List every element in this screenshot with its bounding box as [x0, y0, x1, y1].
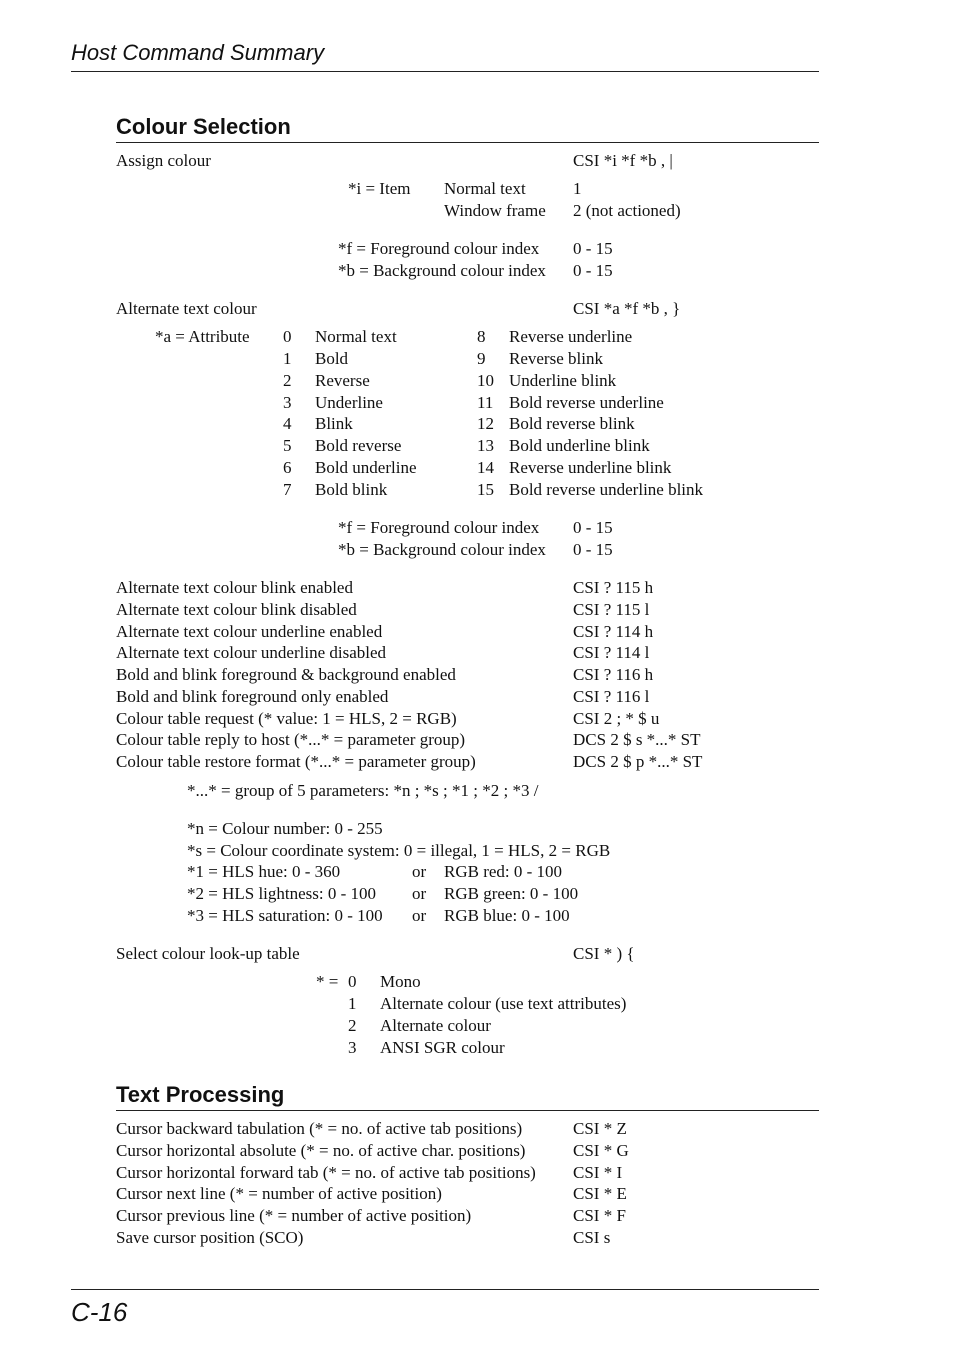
attribute-number: 3: [283, 393, 292, 412]
command-description: Alternate text colour blink disabled: [116, 600, 357, 619]
command-description: Save cursor position (SCO): [116, 1228, 304, 1247]
hls-parameter: *3 = HLS saturation: 0 - 100: [187, 906, 383, 925]
running-header-title: Host Command Summary: [71, 40, 325, 65]
lookup-option-name: Alternate colour (use text attributes): [380, 994, 627, 1013]
lookup-option-number: 0: [348, 972, 357, 991]
item-value: 2 (not actioned): [573, 201, 681, 220]
command-description: Cursor backward tabulation (* = no. of active tab positions): [116, 1119, 523, 1138]
command-description: Cursor horizontal forward tab (* = no. of active tab positions): [116, 1163, 536, 1182]
attribute-name: Bold reverse: [315, 436, 402, 455]
assign-colour-code: CSI *i *f *b , |: [573, 151, 673, 170]
command-code: DCS 2 $ p *...* ST: [573, 752, 703, 771]
command-code: CSI * Z: [573, 1119, 627, 1138]
foreground-index-range: 0 - 15: [573, 239, 613, 258]
command-description: Colour table reply to host (*...* = parameter group): [116, 730, 466, 749]
attribute-name: Bold underline: [315, 458, 417, 477]
or-separator: or: [412, 884, 427, 903]
assign-colour-label: Assign colour: [116, 151, 211, 170]
command-code: CSI ? 116 l: [573, 687, 650, 706]
attribute-name: Reverse blink: [509, 349, 603, 368]
command-code: CSI ? 116 h: [573, 665, 654, 684]
attribute-name: Underline blink: [509, 371, 617, 390]
item-parameter-label: *i = Item: [348, 179, 411, 198]
header-rule: [71, 71, 819, 72]
foreground-index-label: *f = Foreground colour index: [338, 518, 540, 537]
attribute-number: 0: [283, 327, 292, 346]
command-description: Cursor next line (* = number of active position): [116, 1184, 442, 1203]
attribute-number: 12: [477, 414, 494, 433]
background-index-range: 0 - 15: [573, 540, 613, 559]
attribute-name: Bold reverse underline: [509, 393, 664, 412]
attribute-name: Underline: [315, 393, 383, 412]
alternate-text-colour-label: Alternate text colour: [116, 299, 257, 318]
lookup-table-code: CSI * ) {: [573, 944, 635, 963]
lookup-option-number: 3: [348, 1038, 357, 1057]
parameter-group-definition: *...* = group of 5 parameters: *n ; *s ; *1 ; *2 ; *3 /: [187, 781, 539, 800]
rgb-parameter: RGB green: 0 - 100: [444, 884, 579, 903]
attribute-number: 5: [283, 436, 292, 455]
section-heading-colour-selection: Colour Selection: [116, 114, 291, 139]
lookup-prefix: * =: [316, 972, 339, 991]
attribute-name: Reverse underline blink: [509, 458, 672, 477]
attribute-number: 4: [283, 414, 292, 433]
parameter-s: *s = Colour coordinate system: 0 = illegal, 1 = HLS, 2 = RGB: [187, 841, 611, 860]
command-description: Cursor horizontal absolute (* = no. of active char. positions): [116, 1141, 526, 1160]
footer-rule: [71, 1289, 819, 1290]
foreground-index-label: *f = Foreground colour index: [338, 239, 540, 258]
attribute-number: 10: [477, 371, 494, 390]
command-code: CSI 2 ; * $ u: [573, 709, 660, 728]
command-code: CSI s: [573, 1228, 611, 1247]
page-number: C-16: [71, 1297, 128, 1327]
command-code: DCS 2 $ s *...* ST: [573, 730, 701, 749]
attribute-name: Bold blink: [315, 480, 388, 499]
command-description: Alternate text colour underline disabled: [116, 643, 387, 662]
section-rule: [116, 1110, 819, 1111]
attribute-name: Reverse underline: [509, 327, 633, 346]
command-code: CSI ? 114 l: [573, 643, 650, 662]
command-description: Alternate text colour blink enabled: [116, 578, 353, 597]
rgb-parameter: RGB blue: 0 - 100: [444, 906, 570, 925]
attribute-name: Bold reverse blink: [509, 414, 635, 433]
section-heading-text-processing: Text Processing: [116, 1082, 285, 1107]
or-separator: or: [412, 906, 427, 925]
command-code: CSI * F: [573, 1206, 626, 1225]
command-description: Colour table request (* value: 1 = HLS, 2 = RGB): [116, 709, 457, 728]
attribute-name: Normal text: [315, 327, 397, 346]
attribute-name: Bold: [315, 349, 349, 368]
item-name: Window frame: [444, 201, 546, 220]
attribute-number: 8: [477, 327, 486, 346]
command-code: CSI * I: [573, 1163, 623, 1182]
lookup-option-number: 2: [348, 1016, 357, 1035]
hls-parameter: *2 = HLS lightness: 0 - 100: [187, 884, 377, 903]
foreground-index-range: 0 - 15: [573, 518, 613, 537]
command-description: Bold and blink foreground only enabled: [116, 687, 389, 706]
background-index-label: *b = Background colour index: [338, 540, 546, 559]
command-code: CSI ? 115 h: [573, 578, 654, 597]
command-code: CSI * G: [573, 1141, 629, 1160]
command-description: Alternate text colour underline enabled: [116, 622, 383, 641]
attribute-number: 14: [477, 458, 494, 477]
lookup-option-name: Mono: [380, 972, 421, 991]
command-code: CSI ? 115 l: [573, 600, 650, 619]
attribute-name: Bold reverse underline blink: [509, 480, 704, 499]
attribute-parameter-label: *a = Attribute: [155, 327, 250, 346]
background-index-label: *b = Background colour index: [338, 261, 546, 280]
command-description: Colour table restore format (*...* = parameter group): [116, 752, 476, 771]
attribute-number: 11: [477, 393, 494, 412]
command-code: CSI ? 114 h: [573, 622, 654, 641]
alternate-text-colour-code: CSI *a *f *b , }: [573, 299, 681, 318]
command-description: Bold and blink foreground & background enabled: [116, 665, 456, 684]
lookup-option-number: 1: [348, 994, 357, 1013]
attribute-number: 6: [283, 458, 292, 477]
attribute-name: Reverse: [315, 371, 370, 390]
parameter-n: *n = Colour number: 0 - 255: [187, 819, 383, 838]
lookup-option-name: ANSI SGR colour: [380, 1038, 505, 1057]
command-description: Cursor previous line (* = number of active position): [116, 1206, 472, 1225]
item-value: 1: [573, 179, 582, 198]
background-index-range: 0 - 15: [573, 261, 613, 280]
attribute-number: 7: [283, 480, 292, 499]
attribute-name: Blink: [315, 414, 353, 433]
lookup-table-label: Select colour look-up table: [116, 944, 300, 963]
section-rule: [116, 142, 819, 143]
rgb-parameter: RGB red: 0 - 100: [444, 862, 563, 881]
or-separator: or: [412, 862, 427, 881]
hls-parameter: *1 = HLS hue: 0 - 360: [187, 862, 341, 881]
item-name: Normal text: [444, 179, 526, 198]
attribute-number: 2: [283, 371, 292, 390]
attribute-name: Bold underline blink: [509, 436, 650, 455]
attribute-number: 9: [477, 349, 486, 368]
lookup-option-name: Alternate colour: [380, 1016, 491, 1035]
attribute-number: 1: [283, 349, 292, 368]
attribute-number: 15: [477, 480, 494, 499]
command-code: CSI * E: [573, 1184, 627, 1203]
attribute-number: 13: [477, 436, 494, 455]
